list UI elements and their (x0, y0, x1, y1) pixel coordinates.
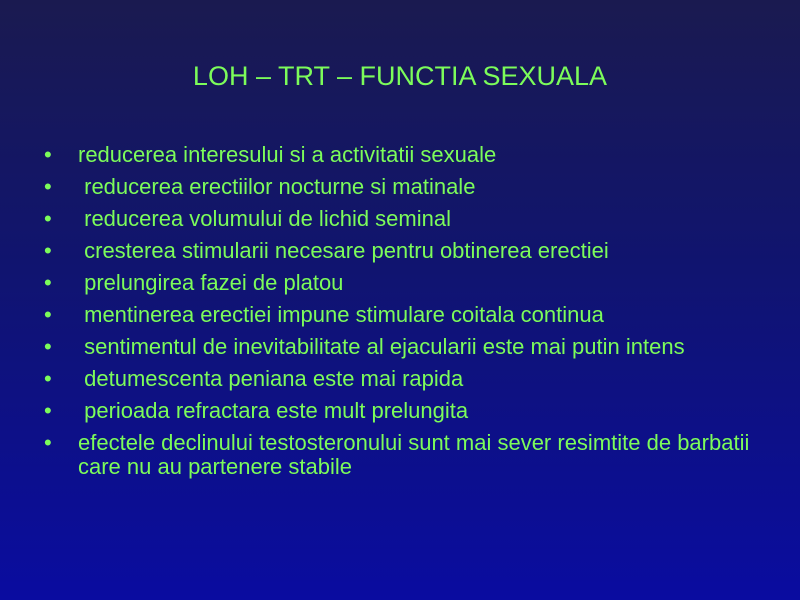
bullet-text: cresterea stimularii necesare pentru obtinerea erectiei (78, 238, 609, 263)
bullet-item (42, 143, 762, 167)
bullet-icon: • (44, 206, 52, 231)
slide-title: LOH – TRT – FUNCTIA SEXUALA (192, 61, 608, 91)
bullet-icon: • (44, 334, 52, 359)
bullet-item (42, 175, 762, 199)
bullet-text: efectele declinului testosteronului sunt mai sever resimtite de barbatii care nu au partenere stabile (78, 430, 756, 479)
bullet-icon: • (44, 270, 52, 295)
bullet-item (42, 431, 762, 479)
bullet-text: sentimentul de inevitabilitate al ejacularii este mai putin intens (78, 334, 685, 359)
bullet-item (42, 367, 762, 391)
bullet-text: reducerea interesului si a activitatii sexuale (78, 142, 497, 167)
bullet-text: mentinerea erectiei impune stimulare coitala continua (78, 302, 604, 327)
bullet-icon: • (44, 174, 52, 199)
bullet-icon: • (44, 398, 52, 423)
bullet-text: reducerea erectiilor nocturne si matinale (78, 174, 476, 199)
bullet-text: reducerea volumului de lichid seminal (78, 206, 451, 231)
bullet-item (42, 399, 762, 423)
bullet-text: detumescenta peniana este mai rapida (78, 366, 464, 391)
bullet-icon: • (44, 238, 52, 263)
bullet-item (42, 303, 762, 327)
bullet-icon: • (44, 142, 52, 167)
bullet-icon: • (44, 430, 52, 455)
bullet-item (42, 271, 762, 295)
bullet-item (42, 239, 762, 263)
bullet-icon: • (44, 366, 52, 391)
bullet-item (42, 207, 762, 231)
bullet-item (42, 335, 762, 359)
bullet-text: perioada refractara este mult prelungita (78, 398, 469, 423)
bullet-icon: • (44, 302, 52, 327)
bullet-text: prelungirea fazei de platou (78, 270, 344, 295)
bullet-list (42, 143, 762, 487)
